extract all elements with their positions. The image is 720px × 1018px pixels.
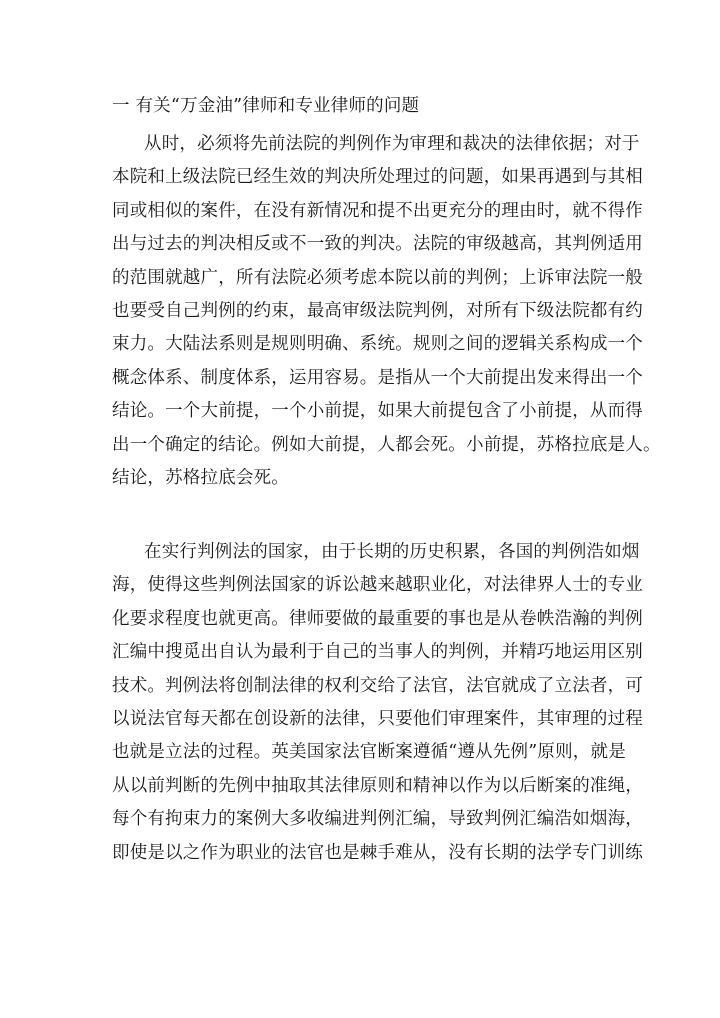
paragraph-line: 结论。一个大前提，一个小前提，如果大前提包含了小前提，从而得 bbox=[112, 401, 643, 422]
paragraph-line: 每个有拘束力的案例大多收编进判例汇编，导致判例汇编浩如烟海， bbox=[112, 809, 643, 830]
paragraph-line: 出与过去的判决相反或不一致的判决。法院的审级越高，其判例适用 bbox=[112, 234, 643, 255]
paragraph-line: 海，使得这些判例法国家的诉讼越来越职业化，对法律界人士的专业 bbox=[112, 575, 643, 596]
paragraph-line: 概念体系、制度体系，运用容易。是指从一个大前提出发来得出一个 bbox=[112, 367, 643, 388]
paragraph-line: 技术。判例法将创制法律的权利交给了法官，法官就成了立法者，可 bbox=[112, 675, 643, 696]
paragraph-line: 从以前判断的先例中抽取其法律原则和精神以作为以后断案的准绳， bbox=[112, 775, 643, 796]
paragraph-line: 从时，必须将先前法院的判例作为审理和裁决的法律依据；对于 bbox=[144, 134, 640, 154]
paragraph-line: 的范围就越广，所有法院必须考虑本院以前的判例；上诉审法院一般 bbox=[112, 267, 643, 288]
paragraph-line: 同或相似的案件，在没有新情况和提不出更充分的理由时，就不得作 bbox=[112, 200, 643, 221]
paragraph-line: 汇编中搜觅出自认为最利于自己的当事人的判例，并精巧地运用区别 bbox=[112, 642, 643, 663]
paragraph-line: 结论，苏格拉底会死。 bbox=[112, 468, 289, 488]
paragraph-line: 本院和上级法院已经生效的判决所处理过的问题，如果再遇到与其相 bbox=[112, 167, 643, 188]
paragraph-line: 束力。大陆法系则是规则明确、系统。规则之间的逻辑关系构成一个 bbox=[112, 334, 643, 355]
paragraph-line: 也要受自己判例的约束，最高审级法院判例，对所有下级法院都有约 bbox=[112, 301, 643, 321]
paragraph-line: 也就是立法的过程。英美国家法官断案遵循“遵从先例”原则，就是 bbox=[112, 742, 626, 763]
paragraph-line: 出一个确定的结论。例如大前提，人都会死。小前提，苏格拉底是人。 bbox=[112, 434, 661, 455]
paragraph-line: 在实行判例法的国家，由于长期的历史积累，各国的判例浩如烟 bbox=[144, 542, 640, 562]
paragraph-line: 即使是以之作为职业的法官也是棘手难从，没有长期的法学专门训练 bbox=[112, 842, 643, 863]
body-text bbox=[112, 126, 661, 1006]
section-heading: 一 有关“万金油”律师和专业律师的问题 bbox=[112, 96, 420, 116]
paragraph-line: 化要求程度也就更高。律师要做的最重要的事也是从卷帙浩瀚的判例 bbox=[112, 608, 643, 629]
paragraph-line: 以说法官每天都在创设新的法律，只要他们审理案件，其审理的过程 bbox=[112, 709, 643, 729]
